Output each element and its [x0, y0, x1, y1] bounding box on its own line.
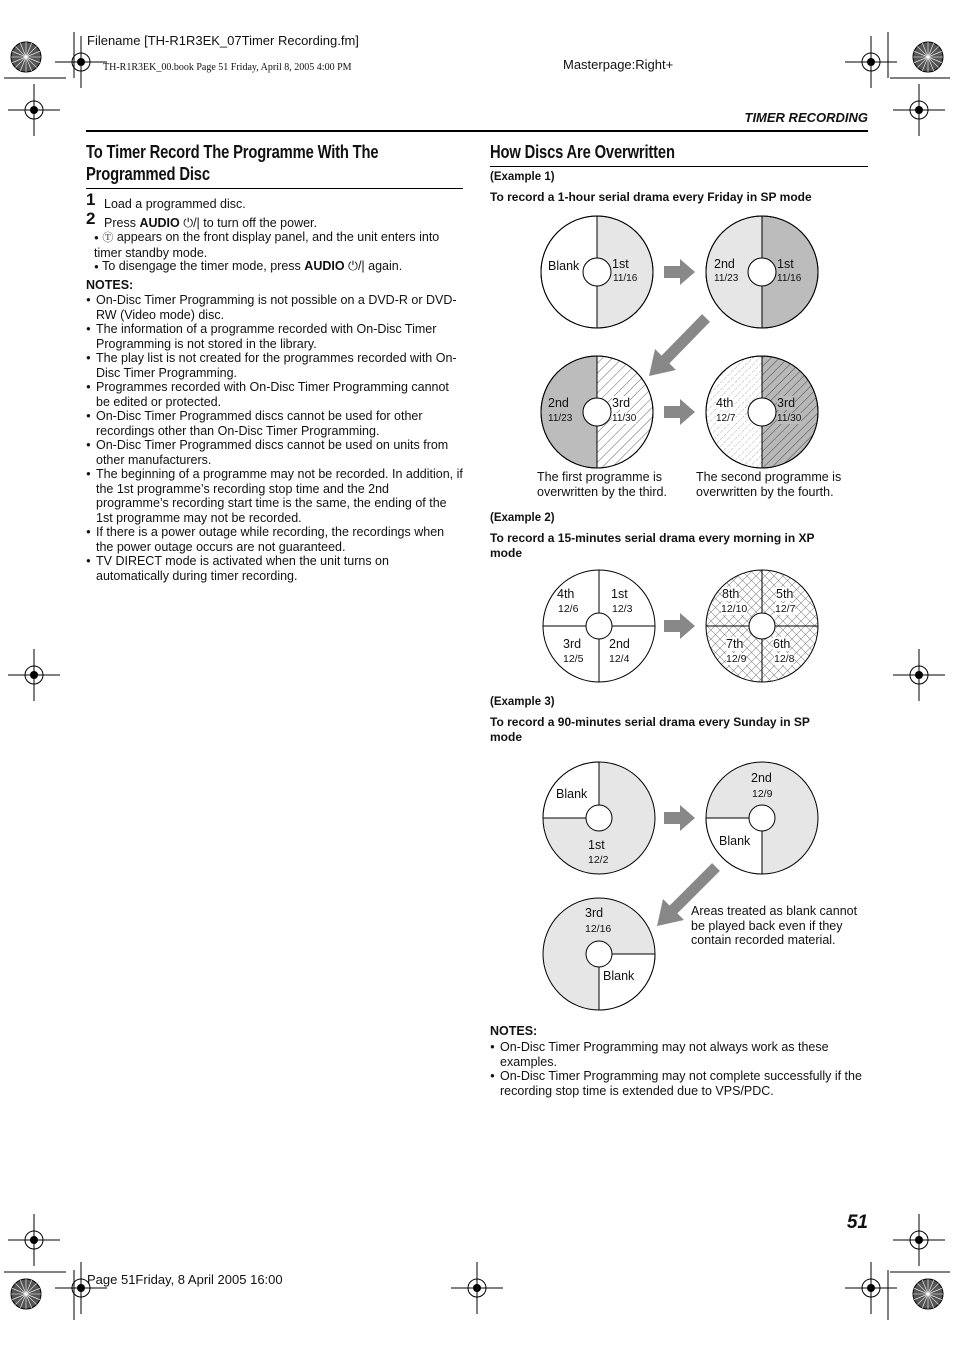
section-title: TIMER RECORDING [744, 110, 868, 125]
ex3-note: Areas treated as blank cannot be played back even if they contain recorded material. [691, 904, 858, 947]
step-2-sub-1: ● Ⓣ appears on the front display panel, and the unit enters into timer standby mode. [94, 230, 440, 260]
list-item: ● TV DIRECT mode is activated when the unit turns on automatically during timer recording. [86, 554, 464, 583]
list-item: ● Programmes recorded with On-Disc Timer Programming cannot be edited or protected. [86, 380, 464, 409]
ex1-disc-a [541, 216, 653, 328]
step-1: 1 Load a programmed disc. [86, 190, 246, 211]
ex3-disc-a [543, 762, 655, 874]
step-2: 2 Press AUDIO ⏻/| to turn off the power. [86, 209, 318, 230]
ex1-caption-c: The first programme is overwritten by the third. [537, 470, 667, 499]
left-section-title: To Timer Record The Programme With The Programmed Disc [86, 142, 379, 184]
arrow-right-icon [664, 399, 695, 425]
page-number: 51 [846, 1212, 868, 1233]
print-info: Page 51Friday, 8 April 2005 16:00 [87, 1272, 283, 1287]
right-notes-label: NOTES: [490, 1024, 538, 1038]
ex1-caption-d: The second programme is overwritten by the fourth. [696, 470, 842, 499]
list-item: ● The beginning of a programme may not be recorded. In addition, if the 1st programme’s recording stop time and the 2nd programme’s recording start time is the same, the ending of the 1st programme may not be recorded. [86, 467, 464, 525]
list-item: ● On-Disc Timer Programming may not always work as these examples. [490, 1040, 868, 1069]
ex3-disc-c [543, 898, 655, 1010]
left-notes-label: NOTES: [86, 278, 134, 292]
example-1-label: (Example 1) [490, 171, 555, 183]
ex2-disc-b [706, 570, 818, 682]
disc-labels: Blank 1st 11/16 2nd 11/23 1st 11/16 2nd 11/23 3rd 11/30 4th 12/7 3rd 11/30 4th 12/6 1st 12/3 3rd 12/5 2nd 12/4 8th 12/10 5th 12/7 7th 12/9 6th 12/8 Blank 1st 12/2 2nd 12/9 Blank 3rd 12/16 Blank [548, 257, 802, 983]
filename-label: Filename [TH-R1R3EK_07Timer Recording.fm] [87, 33, 359, 48]
list-item: ● On-Disc Timer Programming may not complete successfully if the recording stop time is extended due to VPS/PDC. [490, 1069, 868, 1098]
list-item: ● On-Disc Timer Programmed discs cannot be used for other recordings other than On-Disc Timer Programming. [86, 409, 464, 438]
ex1-disc-b [706, 216, 818, 328]
right-section-title: How Discs Are Overwritten [490, 142, 675, 162]
ex3-disc-b [706, 762, 818, 874]
arrow-right-icon [664, 259, 695, 285]
list-item: ● On-Disc Timer Programming is not possible on a DVD-R or DVD-RW (Video mode) disc. [86, 293, 464, 322]
timer-icon: Ⓣ [102, 232, 114, 244]
arrow-right-icon [664, 613, 695, 639]
arrow-right-icon [664, 805, 695, 831]
list-item: ● If there is a power outage while recording, the recordings when the power outage occurs are not guaranteed. [86, 525, 464, 554]
list-item: ● The information of a programme recorded with On-Disc Timer Programming is not stored in the library. [86, 322, 464, 351]
ex2-disc-a [543, 570, 655, 682]
step-2-sub-2: ● To disengage the timer mode, press AUDIO ⏻/| again. [94, 259, 403, 273]
arrow-diagonal-icon [649, 318, 706, 376]
example-3-label: (Example 3) [490, 696, 555, 708]
example-1-desc: To record a 1-hour serial drama every Friday in SP mode [490, 190, 812, 204]
example-3-desc: To record a 90-minutes serial drama every Sunday in SP mode [490, 715, 810, 744]
ex1-disc-d [706, 356, 818, 468]
example-2-desc: To record a 15-minutes serial drama every morning in XP mode [490, 531, 815, 560]
book-info: TH-R1R3EK_00.book Page 51 Friday, April 8, 2005 4:00 PM [103, 62, 352, 73]
list-item: ● On-Disc Timer Programmed discs cannot be used on units from other manufacturers. [86, 438, 464, 467]
ex1-disc-c [541, 356, 653, 468]
right-notes-list [490, 1040, 868, 1098]
list-item: ● The play list is not created for the programmes recorded with On-Disc Timer Programming. [86, 351, 464, 380]
masterpage-label: Masterpage:Right+ [563, 57, 674, 72]
example-2-label: (Example 2) [490, 512, 555, 524]
